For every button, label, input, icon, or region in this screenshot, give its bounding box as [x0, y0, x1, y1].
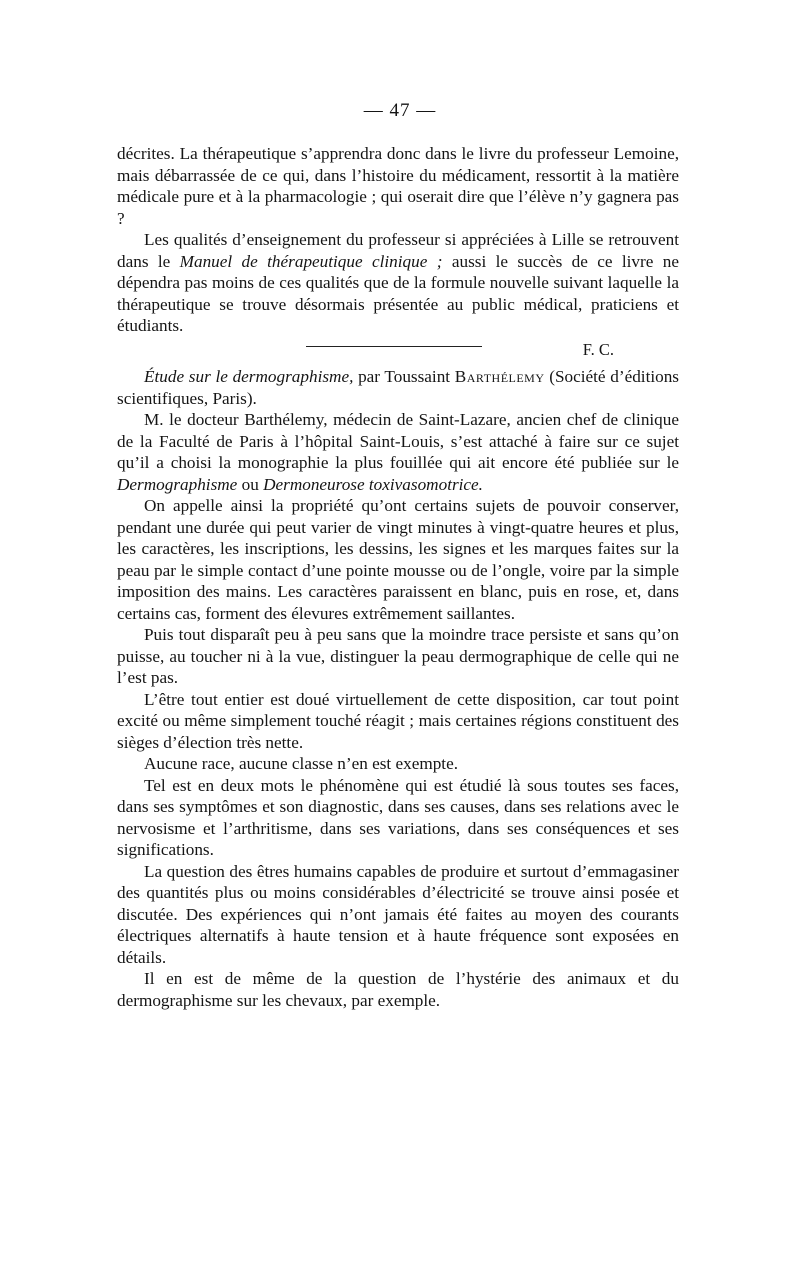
review-dermographisme [117, 366, 679, 1011]
book-title: Étude sur le dermographisme, [144, 367, 354, 386]
paragraph-text: ou [237, 474, 264, 494]
paragraph-text: M. le docteur Barthélemy, médecin de Saint-Lazare, ancien chef de clinique de la Faculté de Paris à l’hôpital Saint-Louis, s’est attaché à faire sur ce sujet qu’il a choisi la monographie la plus fouillée qui ait encore été publiée sur le [117, 410, 679, 472]
review-lemoine-ending [117, 143, 679, 360]
paragraph [117, 409, 679, 495]
paragraph: Il en est de même de la question de l’hystérie des animaux et du dermographisme sur les chevaux, par exemple. [117, 969, 679, 1010]
paragraph-text: aussi le succès de ce livre ne dépendra pas moins de ces qualités que de la formule nouvelle suivant laquelle la thérapeutique se trouve désormais présentée au public médical, praticiens et étudiants. [117, 251, 679, 335]
review-heading [117, 366, 679, 409]
book-title: Manuel de thérapeutique clinique ; [179, 251, 443, 271]
term: Dermographisme [117, 474, 238, 494]
author-name: Barthélemy [454, 367, 545, 386]
page-number-header: — 47 — [363, 100, 437, 121]
publisher-info: (Société d’éditions scientifiques, Paris). [117, 367, 679, 408]
paragraph: Puis tout disparaît peu à peu sans que la moindre trace persiste et sans qu’on puisse, au toucher ni à la vue, distinguer la peau dermographique de celle qui ne l’est pas. [117, 625, 679, 687]
author-signature: F. C. [582, 339, 614, 359]
paragraph: On appelle ainsi la propriété qu’ont certains sujets de pouvoir conserver, pendant une durée qui peut varier de vingt minutes à vingt-quatre heures et plus, les caractères, les inscriptions, les dessins, les signes et les marques faites sur la peau par le simple contact d’une pointe mousse ou de l’ongle, voire par la simple imposition des mains. Les caractères paraissent en blanc, puis en rose, et, dans certains cas, forment des élevures extrêmement saillantes. [117, 496, 679, 623]
paragraph-text: Les qualités d’enseignement du professeur si appréciées à Lille se retrouvent dans le [117, 230, 679, 271]
paragraph [117, 229, 679, 337]
paragraph: L’être tout entier est doué virtuellement de cette disposition, car tout point excité ou même simplement touché réagit ; mais certaines régions constituent des sièges d’élection très nette. [117, 689, 679, 752]
section-divider [306, 346, 482, 347]
paragraph: La question des êtres humains capables de produire et surtout d’emmagasiner des quantités plus ou moins considérables d’électricité se trouve ainsi posée et discutée. Des expériences qui n’ont jamais été faites au moyen des courants électriques alternatifs à haute tension et à haute fréquence sont exposées en détails. [117, 861, 679, 967]
term: Dermoneurose toxivasomotrice. [263, 474, 483, 494]
paragraph: décrites. La thérapeutique s’apprendra donc dans le livre du professeur Lemoine, mais débarrassée de ce qui, dans l’histoire du médicament, ressortit à la matière médicale pure et à la pharmacologie ; qui oserait dire que l’élève n’y gagnera pas ? [117, 144, 679, 228]
paragraph: Aucune race, aucune classe n’en est exempte. [144, 754, 458, 773]
paragraph: Tel est en deux mots le phénomène qui est étudié là sous toutes ses faces, dans ses symptômes et son diagnostic, dans ses causes, dans ses relations avec le nervosisme et l’arthritisme, dans ses variations, dans ses conséquences et ses significations. [117, 775, 679, 859]
heading-text: par Toussaint [353, 367, 455, 386]
